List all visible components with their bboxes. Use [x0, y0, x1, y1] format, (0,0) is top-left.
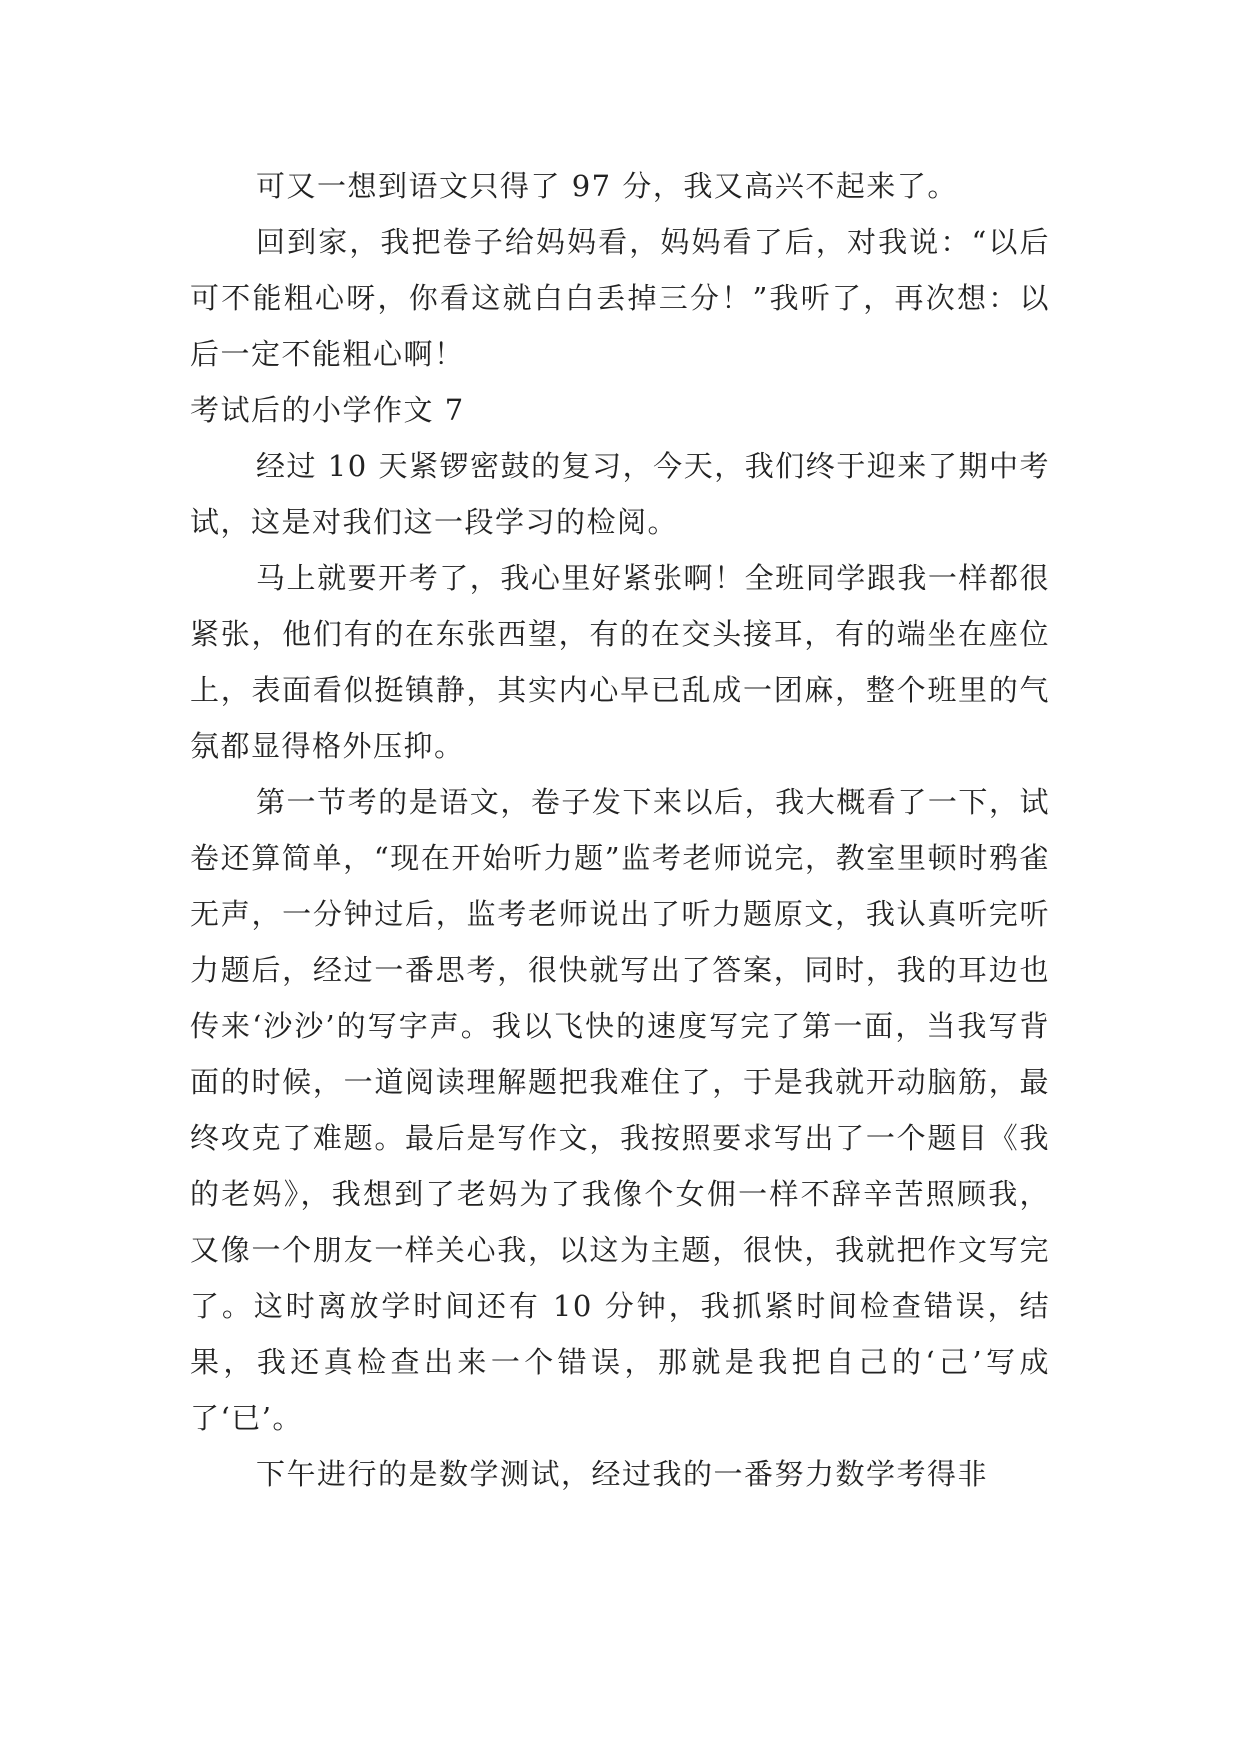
paragraph-mother-advice: 回到家，我把卷子给妈妈看，妈妈看了后，对我说：“以后可不能粗心呀，你看这就白白丢掉三分！”我听了，再次想：以后一定不能粗心啊！: [190, 225, 1050, 371]
paragraph-score-disappointment: 可又一想到语文只得了 97 分，我又高兴不起来了。: [256, 169, 958, 203]
paragraph-exam-arrival: 经过 10 天紧锣密鼓的复习，今天，我们终于迎来了期中考试，这是对我们这一段学习的检阅。: [190, 449, 1050, 539]
paragraph-math-exam: 下午进行的是数学测试，经过我的一番努力数学考得非: [256, 1457, 989, 1491]
paragraph-chinese-exam: 第一节考的是语文，卷子发下来以后，我大概看了一下，试卷还算简单，“现在开始听力题”监考老师说完，教室里顿时鸦雀无声，一分钟过后，监考老师说出了听力题原文，我认真听完听力题后，经过一番思考，很快就写出了答案，同时，我的耳边也传来‘沙沙’的写字声。我以飞快的速度写完了第一面，当我写背面的时候，一道阅读理解题把我难住了，于是我就开动脑筋，最终攻克了难题。最后是写作文，我按照要求写出了一个题目《我的老妈》，我想到了老妈为了我像个女佣一样不辞辛苦照顾我，又像一个朋友一样关心我，以这为主题，很快，我就把作文写完了。这时离放学时间还有 10 分钟，我抓紧时间检查错误，结果，我还真检查出来一个错误，那就是我把自己的‘己’写成了‘已’。: [190, 785, 1050, 1435]
document-body: [190, 158, 1050, 1502]
paragraph-nervous-class: 马上就要开考了，我心里好紧张啊！全班同学跟我一样都很紧张，他们有的在东张西望，有的在交头接耳，有的端坐在座位上，表面看似挺镇静，其实内心早已乱成一团麻，整个班里的气氛都显得格外压抑。: [190, 561, 1050, 763]
essay-heading: 考试后的小学作文 7: [190, 393, 465, 427]
